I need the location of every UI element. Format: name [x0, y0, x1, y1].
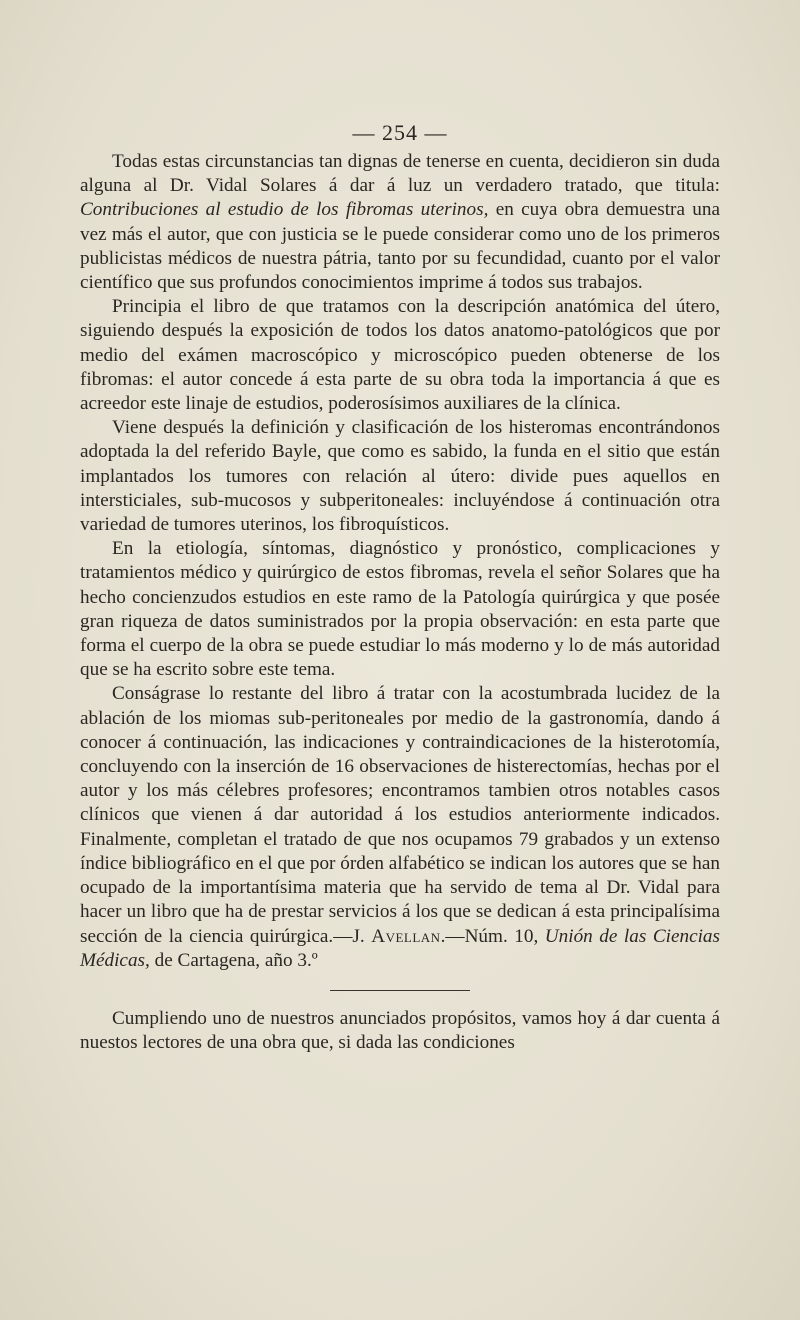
article-body	[80, 150, 720, 1055]
author-name: Avellan	[371, 925, 441, 947]
paragraph-6: Cumpliendo uno de nuestros anunciados propósitos, vamos hoy á dar cuenta á nuestos lectores de una obra que, si dada las condiciones	[80, 1007, 720, 1054]
paragraph-5	[80, 682, 720, 972]
source-journal: Unión de las Ciencias Médicas,	[80, 925, 720, 971]
paragraph-2: Principia el libro de que tratamos con la descripción anatómica del útero, siguiendo después la exposición de todos los datos anatomo-patológicos que por medio del exámen macroscópico y microscópico pueden obtenerse de los fibromas: el autor concede á esta parte de su obra toda la importancia á que es acreedor este linaje de estudios, poderosísimos auxiliares de la clínica.	[80, 296, 720, 415]
paragraph-1-text-b: en cuya obra demuestra una vez más el autor, que con justicia se le puede considerar como uno de los primeros publicistas médicos de nuestra pátria, tanto por su fecundidad, cuanto por el valor científico que sus profundos conocimientos imprime á todos sus trabajos.	[80, 199, 720, 294]
paragraph-5-text-b: .—Núm. 10,	[440, 925, 545, 947]
paragraph-3: Viene después la definición y clasificación de los histeromas encontrándonos adoptada la del referido Bayle, que como es sabido, la funda en el sitio que están implantados los tumores con relación al útero: divide pues aquellos en intersticiales, sub-mucosos y subperitoneales: incluyéndose á continuación otra variedad de tumores uterinos, los fibroquísticos.	[80, 417, 720, 536]
paragraph-1-text-a: Todas estas circunstancias tan dignas de tenerse en cuenta, decidieron sin duda alguna al Dr. Vidal Solares á dar á luz un verdadero tratado, que titula:	[80, 151, 720, 197]
paragraph-4: En la etiología, síntomas, diagnóstico y pronóstico, complicaciones y tratamientos médico y quirúrgico de estos fibromas, revela el señor Solares que ha hecho concienzudos estudios en este ramo de la Patología quirúrgica y que posée gran riqueza de datos suministrados por la propia observación: en esta parte que forma el cuerpo de la obra se puede estudiar lo más moderno y lo de más autoridad que se ha escrito sobre este tema.	[80, 538, 720, 681]
paragraph-1	[80, 150, 720, 295]
section-divider	[330, 990, 470, 991]
page-number: — 254 —	[352, 120, 448, 145]
paragraph-5-text-a: Conságrase lo restante del libro á tratar con la acostumbrada lucidez de la ablación de los miomas sub-peritoneales por medio de la gastronomía, dando á conocer á continuación, las indicaciones y contraindicaciones de la histerotomía, concluyendo con la inserción de 16 observaciones de histerectomías, hechas por el autor y los más célebres profesores; encontramos tambien otros notables casos clínicos que vienen á dar autoridad á los estudios anteriormente indicados. Finalmente, completan el tratado de que nos ocupamos 79 grabados y un extenso índice bibliográfico en el que por órden alfabético se indican los autores que se han ocupado de la importantísima materia que ha servido de tema al Dr. Vidal para hacer un libro que ha de prestar servicios á los que se dedican á esta principalísima sección de la ciencia quirúrgica.—J.	[80, 683, 720, 947]
paragraph-5-text-c: de Cartagena, año 3.º	[149, 949, 318, 971]
book-title: Contribuciones al estudio de los fibromas uterinos,	[80, 199, 489, 221]
